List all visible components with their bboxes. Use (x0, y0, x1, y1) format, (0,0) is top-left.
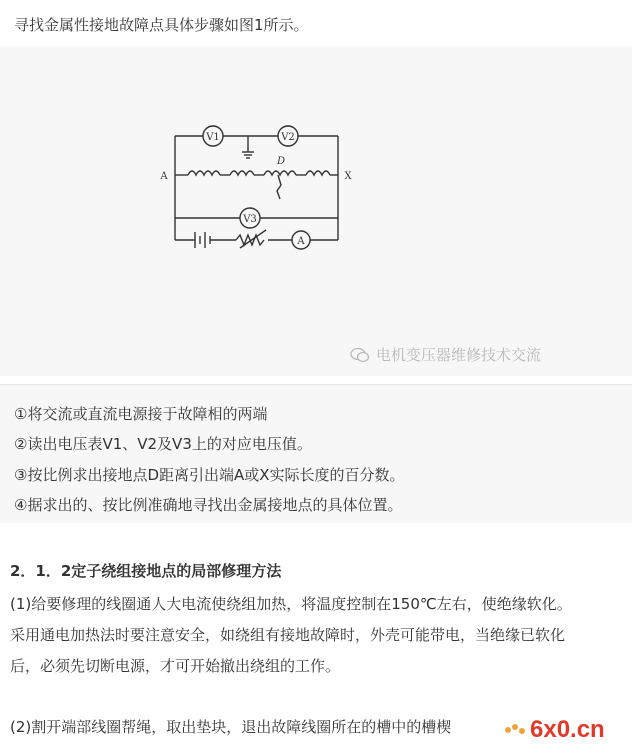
steps-panel (0, 384, 632, 523)
v3-label: V3 (243, 214, 257, 225)
step-3: ③按比例求出接地点D距离引出端A或X实际长度的百分数。 (14, 466, 405, 484)
logo-icon (504, 722, 526, 738)
step-4: ④据求出的、按比例准确地寻找出金属接地点的具体位置。 (14, 496, 403, 514)
circuit-diagram (150, 120, 360, 270)
ammeter-label: A (297, 236, 305, 247)
v1-label: V1 (206, 132, 220, 143)
paragraph-4: (2)割开端部线圈帮绳，取出垫块，退出故障线圈所在的槽中的槽楔 (10, 718, 452, 736)
watermark (350, 344, 541, 365)
paragraph-2: 采用通电加热法时要注意安全，如绕组有接地故障时，外壳可能带电，当绝缘已软化 (10, 626, 566, 644)
paragraph-3: 后，必须先切断电源，才可开始撤出绕组的工作。 (10, 657, 341, 675)
step-2: ②读出电压表V1、V2及V3上的对应电压值。 (14, 435, 312, 453)
end-a-label: A (160, 171, 168, 182)
site-logo (504, 716, 605, 744)
v2-label: V2 (281, 132, 295, 143)
step-1: ①将交流或直流电源接于故障相的两端 (14, 405, 268, 423)
figure-panel (0, 46, 632, 376)
section-heading: 2．1．2定子绕组接地点的局部修理方法 (10, 562, 282, 580)
fault-d-label: D (276, 156, 286, 167)
paragraph-1: (1)给要修理的线圈通人大电流使绕组加热，将温度控制在150℃左右，使绝缘软化。 (10, 595, 572, 613)
watermark-text: 电机变压器维修技术交流 (376, 346, 542, 364)
intro-text: 寻找金属性接地故障点具体步骤如图1所示。 (14, 16, 309, 34)
logo-text: 6x0.cn (530, 716, 605, 743)
wechat-icon (350, 347, 370, 363)
end-x-label: X (344, 171, 352, 182)
